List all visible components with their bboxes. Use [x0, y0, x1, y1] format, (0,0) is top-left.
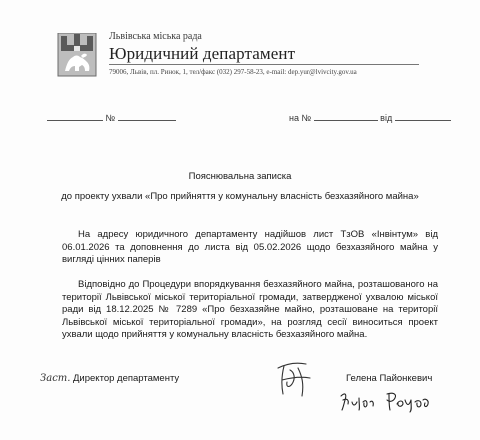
paragraph-text: Відповідно до Процедури впорядкування безхазяйного майна, розташованого на території Львівської міської територіальної громади, затвердженої ухвалою міської ради від 18.12.2025 № 7289 «Про безхазяйне майно, розташоване на території Львівської міської територіальної громади», на розгляд сесії виноситься проект ухвали щодо прийняття у комунальну власність безхазяйного майна. — [62, 279, 438, 340]
incoming-number-blank — [314, 112, 378, 121]
outgoing-date-blank — [47, 112, 103, 121]
department-address: 79006, Львів, пл. Ринок, 1, тел/факс (032) 297-58-23, e-mail: dep.yur@lvivcity.gov.ua — [109, 68, 357, 76]
incoming-registration — [289, 112, 451, 123]
body-paragraph — [62, 229, 438, 267]
department-name: Юридичний департамент — [109, 44, 296, 63]
signatory-name: Гелена Пайонкевич — [346, 373, 433, 384]
document-title: Пояснювальна записка — [188, 171, 292, 182]
body-paragraph — [62, 279, 438, 342]
paragraph-text: На адресу юридичного департаменту надійшов лист ТзОВ «Інвінтум» від 06.01.2026 та доповнення до листа від 05.02.2026 щодо безхазяйного майна у вигляді цінних паперів — [62, 229, 438, 265]
deputy-abbreviation: Заст. — [40, 373, 71, 384]
outgoing-registration — [47, 112, 176, 123]
outgoing-number-blank — [118, 112, 176, 121]
handwritten-signature-icon — [272, 358, 316, 398]
handwritten-annotation-icon — [337, 388, 437, 414]
signatory-role: Директор департаменту — [73, 373, 180, 384]
from-word: від — [380, 113, 393, 123]
incoming-number-prefix: на № — [289, 113, 312, 123]
lviv-coat-of-arms-icon — [57, 33, 97, 77]
letterhead-divider — [109, 64, 419, 65]
council-name: Львівська міська рада — [109, 31, 202, 42]
document-subtitle: до проекту ухвали «Про прийняття у комунальну власність безхазяйного майна» — [61, 191, 419, 202]
incoming-date-blank — [395, 112, 451, 121]
number-symbol: № — [105, 113, 116, 123]
